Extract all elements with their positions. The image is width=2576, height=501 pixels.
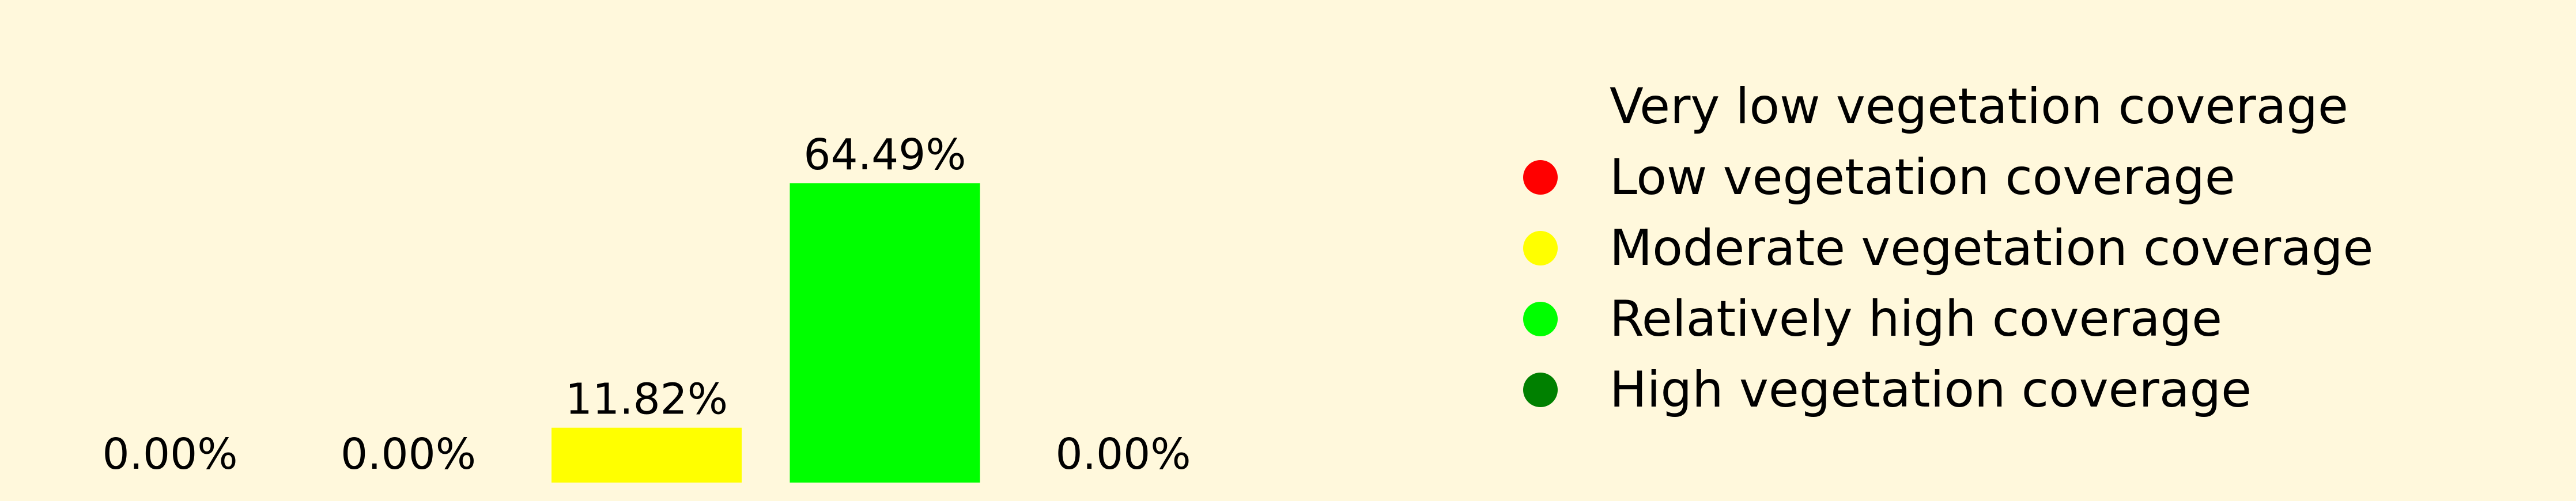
data-label-moderate: 11.82% bbox=[565, 374, 728, 424]
legend-item-high bbox=[1498, 354, 2373, 425]
legend-item-moderate bbox=[1498, 212, 2373, 283]
legend-label-high: High vegetation coverage bbox=[1610, 360, 2252, 419]
legend-label-moderate: Moderate vegetation coverage bbox=[1610, 219, 2374, 277]
legend-label-relatively-high: Relatively high coverage bbox=[1610, 290, 2223, 348]
legend-marker-moderate bbox=[1523, 231, 1558, 265]
legend-label-very-low: Very low vegetation coverage bbox=[1610, 77, 2348, 135]
data-label-relatively-high: 64.49% bbox=[803, 130, 966, 180]
legend-marker-very-low bbox=[1523, 89, 1558, 124]
legend-marker-high bbox=[1523, 373, 1558, 407]
data-label-low: 0.00% bbox=[340, 430, 477, 479]
legend-marker-low bbox=[1523, 160, 1558, 195]
bar-moderate bbox=[552, 428, 742, 483]
chart-legend bbox=[1498, 71, 2373, 425]
legend-label-low: Low vegetation coverage bbox=[1610, 148, 2235, 206]
legend-item-very-low bbox=[1498, 71, 2373, 142]
data-label-very-low: 0.00% bbox=[102, 430, 238, 479]
legend-item-low bbox=[1498, 142, 2373, 212]
data-label-high: 0.00% bbox=[1055, 430, 1191, 479]
bar-relatively-high bbox=[790, 183, 980, 483]
legend-item-relatively-high bbox=[1498, 283, 2373, 354]
legend-marker-relatively-high bbox=[1523, 302, 1558, 336]
